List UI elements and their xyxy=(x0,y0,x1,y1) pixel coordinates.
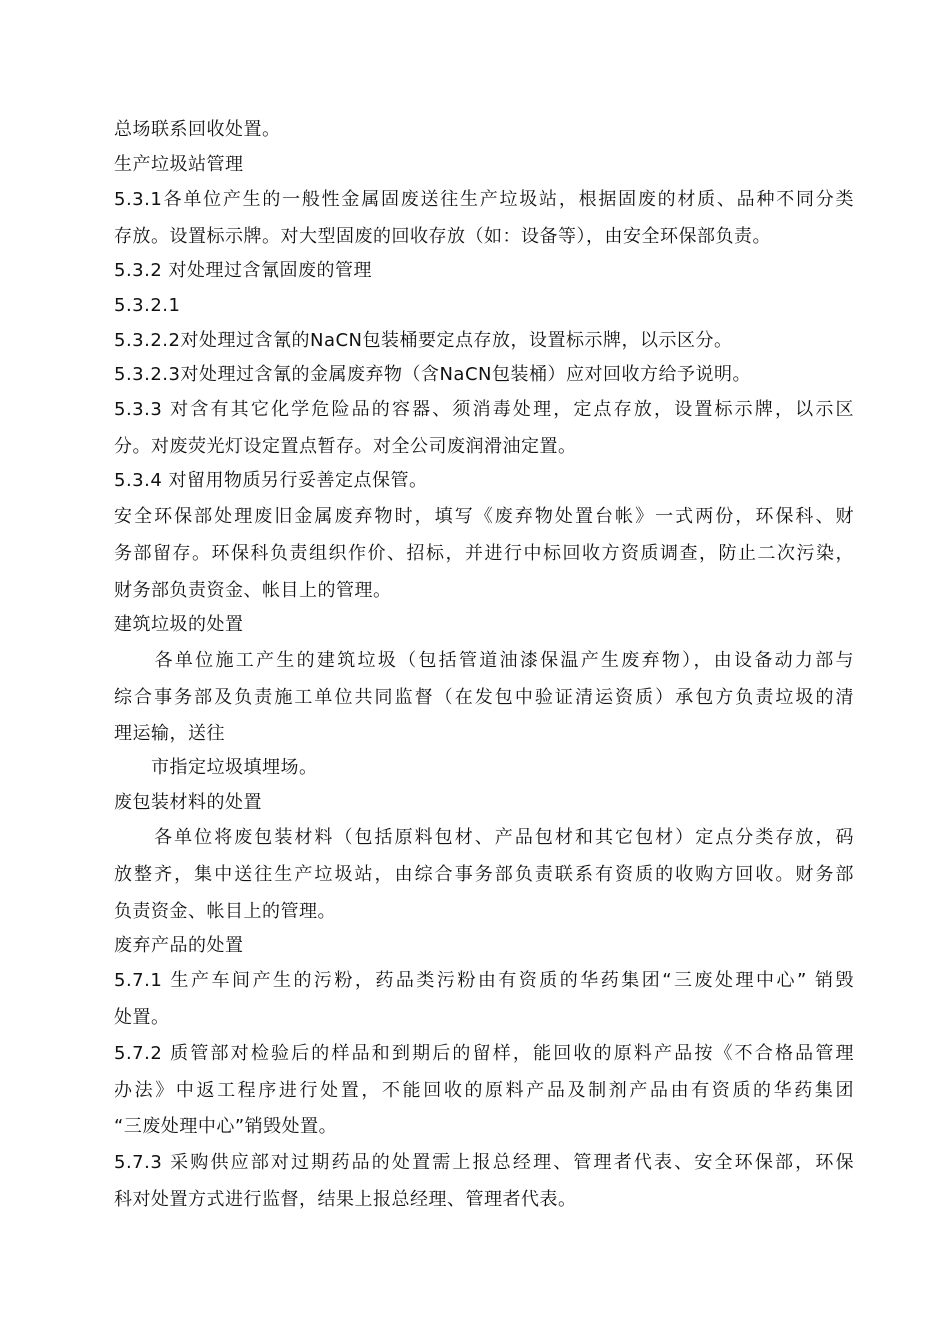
text-line: 总场联系回收处置。 xyxy=(114,119,281,140)
text-line: 科对处置方式进行监督，结果上报总经理、管理者代表。 xyxy=(114,1189,577,1210)
text-line: 各单位将废包装材料（包括原料包材、产品包材和其它包材）定点分类存放，码 xyxy=(114,827,854,848)
text-line: 5.3.1各单位产生的一般性金属固废送往生产垃圾站，根据固废的材质、品种不同分类 xyxy=(114,189,854,210)
text-line: 5.3.3 对含有其它化学危险品的容器、须消毒处理，定点存放，设置标示牌，以示区 xyxy=(114,399,854,420)
text-line: 5.7.1 生产车间产生的污粉，药品类污粉由有资质的华药集团“三废处理中心” 销毁 xyxy=(114,970,854,991)
text-line: “三废处理中心”销毁处置。 xyxy=(114,1116,338,1137)
text-line: 分。对废荧光灯设定置点暂存。对全公司废润滑油定置。 xyxy=(114,436,577,457)
text-line: 处置。 xyxy=(114,1007,170,1028)
text-line: 5.3.2.1 xyxy=(114,295,181,316)
text-line: 务部留存。环保科负责组织作价、招标，并进行中标回收方资质调查，防止二次污染， xyxy=(114,543,854,564)
text-line: 放整齐，集中送往生产垃圾站，由综合事务部负责联系有资质的收购方回收。财务部 xyxy=(114,864,854,885)
text-line: 各单位施工产生的建筑垃圾（包括管道油漆保温产生废弃物），由设备动力部与 xyxy=(114,650,854,671)
text-line: 存放。设置标示牌。对大型固废的回收存放（如：设备等），由安全环保部负责。 xyxy=(114,226,771,247)
text-line: 综合事务部及负责施工单位共同监督（在发包中验证清运资质）承包方负责垃圾的清 xyxy=(114,687,854,708)
section-heading: 建筑垃圾的处置 xyxy=(114,614,244,635)
text-line: 5.3.2.3对处理过含氰的金属废弃物（含NaCN包装桶）应对回收方给予说明。 xyxy=(114,364,751,385)
text-line: 市指定垃圾填埋场。 xyxy=(114,757,318,778)
section-heading: 生产垃圾站管理 xyxy=(114,154,244,175)
text-line: 5.7.3 采购供应部对过期药品的处置需上报总经理、管理者代表、安全环保部，环保 xyxy=(114,1152,854,1173)
text-line: 5.3.4 对留用物质另行妥善定点保管。 xyxy=(114,470,428,491)
text-line: 理运输，送往 xyxy=(114,723,225,744)
text-line: 负责资金、帐目上的管理。 xyxy=(114,901,336,922)
text-line: 办法》中返工程序进行处置，不能回收的原料产品及制剂产品由有资质的华药集团 xyxy=(114,1080,854,1101)
text-line: 5.7.2 质管部对检验后的样品和到期后的留样，能回收的原料产品按《不合格品管理 xyxy=(114,1043,854,1064)
section-heading: 废包装材料的处置 xyxy=(114,792,262,813)
text-line: 5.3.2 对处理过含氰固废的管理 xyxy=(114,260,373,281)
text-line: 安全环保部处理废旧金属废弃物时，填写《废弃物处置台帐》一式两份，环保科、财 xyxy=(114,506,854,527)
text-line: 财务部负责资金、帐目上的管理。 xyxy=(114,580,392,601)
text-line: 5.3.2.2对处理过含氰的NaCN包装桶要定点存放，设置标示牌，以示区分。 xyxy=(114,330,733,351)
section-heading: 废弃产品的处置 xyxy=(114,935,244,956)
